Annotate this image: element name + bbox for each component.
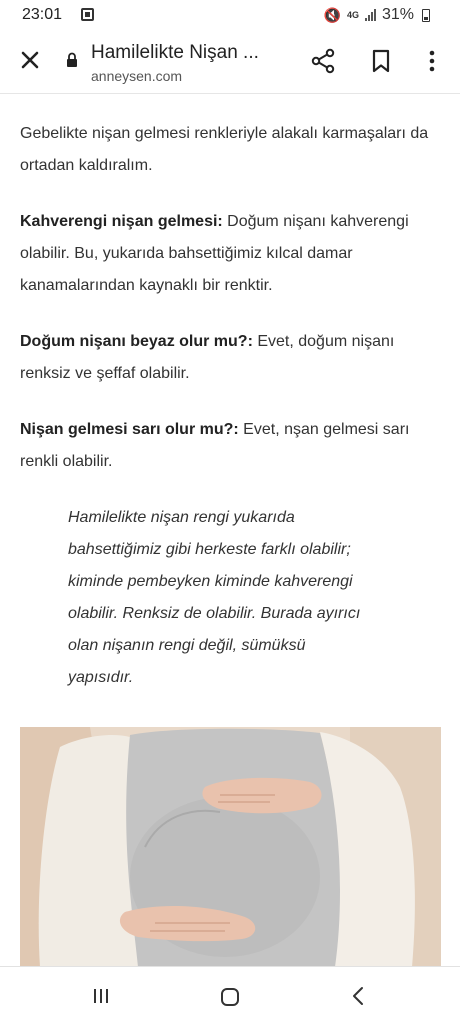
article-content xyxy=(20,118,445,694)
battery-icon xyxy=(422,9,430,22)
article-photo xyxy=(20,727,441,967)
bookmark-icon[interactable] xyxy=(370,48,392,74)
back-icon[interactable] xyxy=(351,986,365,1006)
article-item-heading: Nişan gelmesi sarı olur mu?: xyxy=(20,421,239,438)
home-icon[interactable] xyxy=(220,987,240,1007)
close-icon[interactable] xyxy=(16,46,44,74)
article-item xyxy=(20,206,445,302)
share-icon[interactable] xyxy=(310,48,336,74)
page-title: Hamilelikte Nişan ... xyxy=(91,42,259,63)
quote-line: kiminde pembeyken kiminde kahverengi xyxy=(68,573,353,590)
browser-toolbar xyxy=(0,30,460,94)
article-item-text: Evet, nşan gelmesi sarı renkli olabilir. xyxy=(20,421,410,470)
quote-line: bahsettiğimiz gibi herkeste farklı olabilir; xyxy=(68,541,351,558)
article-item-text: Doğum nişanı kahverengi olabilir. Bu, yukarıda bahsettiğimiz kılcal damar kanamalarından kaynaklı bir renktir. xyxy=(20,213,409,294)
more-vertical-icon[interactable] xyxy=(420,48,444,74)
signal-icon xyxy=(365,9,376,21)
article-item xyxy=(20,326,445,390)
article-item xyxy=(20,414,445,478)
article-item-heading: Kahverengi nişan gelmesi: xyxy=(20,213,223,230)
quote-line: Hamilelikte nişan rengi yukarıda xyxy=(68,509,295,526)
network-type-label: 4G xyxy=(346,9,359,20)
quote-line: yapısıdır. xyxy=(68,669,134,686)
quote-line: olabilir. Renksiz de olabilir. Burada ayırıcı xyxy=(68,605,361,622)
mute-icon: 🔇 xyxy=(323,6,341,23)
quote-line: olan nişanın rengi değil, sümüksü xyxy=(68,637,306,654)
article-blockquote xyxy=(68,502,398,694)
gallery-notification-icon xyxy=(81,8,94,21)
system-nav-bar xyxy=(0,966,460,1024)
lock-icon xyxy=(66,52,78,68)
recent-apps-icon[interactable] xyxy=(92,987,110,1005)
article-item-heading: Doğum nişanı beyaz olur mu?: xyxy=(20,333,253,350)
status-time: 23:01 xyxy=(22,6,63,23)
article-intro: Gebelikte nişan gelmesi renkleriyle alakalı karmaşaları da ortadan kaldıralım. xyxy=(20,125,429,174)
page-domain: anneysen.com xyxy=(91,68,183,84)
article-item-text: Evet, doğum nişanı renksiz ve şeffaf olabilir. xyxy=(20,333,395,382)
status-bar xyxy=(0,0,460,30)
status-indicators xyxy=(324,6,430,24)
battery-percent: 31% xyxy=(381,6,414,23)
